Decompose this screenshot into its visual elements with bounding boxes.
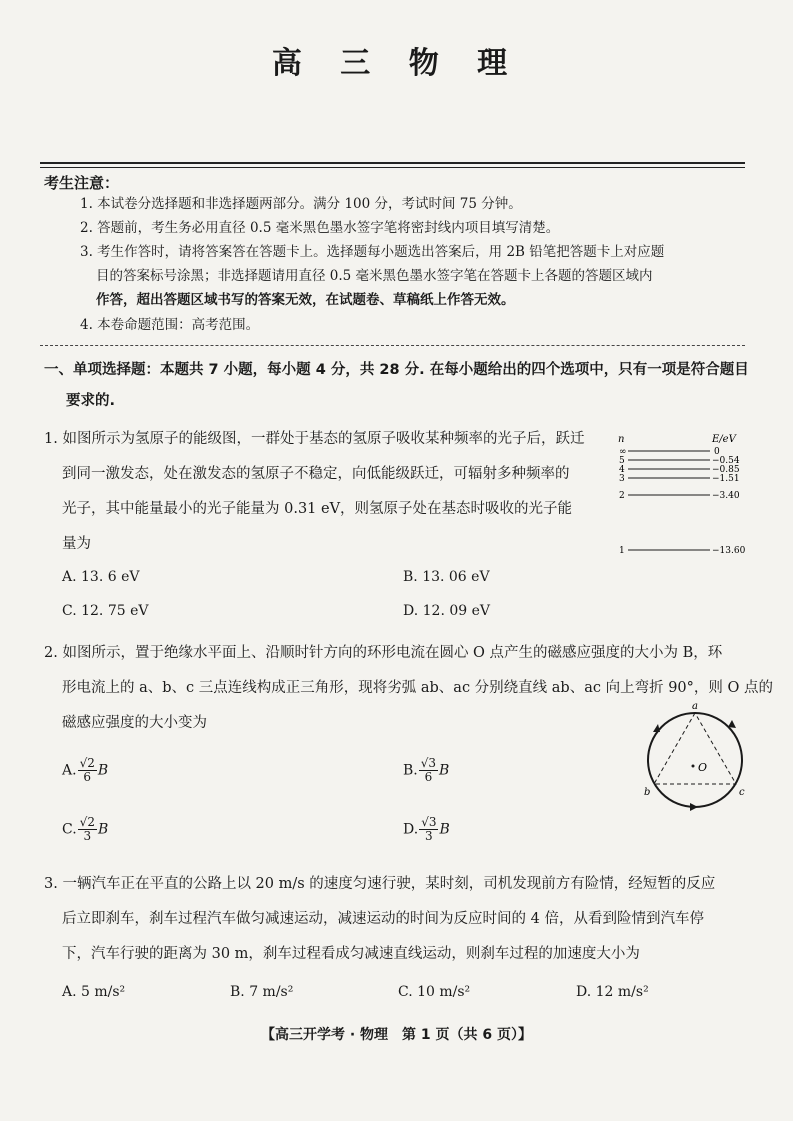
q2-option-d: D. $\frac{√3}{3}$ B	[403, 815, 450, 843]
svg-text:−1.51: −1.51	[712, 474, 740, 484]
svg-text:1: 1	[619, 546, 625, 556]
q3-option-a: A. 5 m/s²	[62, 984, 126, 1000]
energy-axis-label: E/eV	[712, 434, 736, 445]
ring-current-diagram	[640, 700, 755, 815]
page-title: 高 三 物 理	[271, 46, 522, 81]
q3-option-c: C. 10 m/s²	[398, 984, 471, 1000]
q1-option-d: D. 12. 09 eV	[403, 603, 491, 619]
q2-text: 磁感应强度的大小变为	[62, 715, 207, 731]
ring-circle	[648, 713, 742, 807]
point-a-label: a	[692, 701, 698, 712]
svg-text:5: 5	[619, 456, 625, 466]
notice-item: 作答，超出答题区域书写的答案无效，在试题卷、草稿纸上作答无效。	[96, 292, 515, 308]
arrow-icon	[690, 803, 698, 811]
point-c-label: c	[739, 787, 745, 798]
header-rule-thin	[40, 167, 745, 168]
arrow-icon	[728, 720, 736, 728]
q2-option-a: A. $\frac{√2}{6}$ B	[62, 756, 109, 784]
q2-option-c: C. $\frac{√2}{3}$ B	[62, 815, 109, 843]
svg-text:−0.54: −0.54	[712, 456, 740, 466]
level-2	[619, 491, 740, 501]
svg-text:−0.85: −0.85	[712, 465, 740, 475]
level-inf	[619, 447, 720, 457]
svg-text:2: 2	[619, 491, 625, 501]
q3-text: 3. 一辆汽车正在平直的公路上以 20 m/s 的速度匀速行驶，某时刻，司机发现前方有险情，经短暂的反应	[44, 876, 716, 892]
svg-text:∞: ∞	[619, 447, 627, 457]
arrow-icon	[653, 724, 660, 732]
point-b-label: b	[644, 787, 651, 798]
svg-text:4: 4	[619, 465, 625, 475]
q1-option-b: B. 13. 06 eV	[403, 569, 490, 585]
svg-text:0: 0	[714, 447, 720, 457]
section-header-cont: 要求的.	[66, 393, 116, 409]
q3-option-b: B. 7 m/s²	[230, 984, 294, 1000]
page-footer: 【高三开学考 · 物理 第 1 页（共 6 页）】	[260, 1027, 533, 1043]
q1-text: 光子，其中能量最小的光子能量为 0.31 eV，则氢原子处在基态时吸收的光子能	[62, 501, 573, 517]
notice-item: 目的答案标号涂黑；非选择题请用直径 0.5 毫米黑色墨水签字笔在答题卡上各题的答题区域内	[96, 268, 653, 284]
svg-text:−13.60: −13.60	[712, 546, 746, 556]
svg-text:3: 3	[619, 474, 625, 484]
q3-option-d: D. 12 m/s²	[576, 984, 649, 1000]
q2-text: 形电流上的 a、b、c 三点连线构成正三角形，现将劣弧 ab、ac 分别绕直线 ab、ac 向上弯折 90°，则 O 点的	[62, 680, 773, 696]
q3-text: 下，汽车行驶的距离为 30 m，刹车过程看成匀减速直线运动，则刹车过程的加速度大小为	[62, 946, 640, 962]
n-axis-label: n	[618, 434, 625, 445]
q1-text: 到同一激发态，处在激发态的氢原子不稳定，向低能级跃迁，可辐射多种频率的	[62, 466, 570, 482]
svg-text:−3.40: −3.40	[712, 491, 740, 501]
notice-item: 1. 本试卷分选择题和非选择题两部分。满分 100 分，考试时间 75 分钟。	[80, 196, 522, 212]
point-o-label: O	[698, 761, 708, 774]
level-1	[619, 546, 746, 556]
energy-level-diagram	[612, 428, 752, 563]
q1-text: 量为	[62, 536, 91, 552]
notice-item: 3. 考生作答时，请将答案答在答题卡上。选择题每小题选出答案后，用 2B 铅笔把答题卡上对应题	[80, 244, 665, 260]
notice-heading: 考生注意：	[44, 174, 120, 192]
center-point	[692, 765, 695, 768]
q1-option-c: C. 12. 75 eV	[62, 603, 149, 619]
q1-option-a: A. 13. 6 eV	[62, 569, 140, 585]
q2-text: 2. 如图所示，置于绝缘水平面上、沿顺时针方向的环形电流在圆心 O 点产生的磁感应强度的大小为 B，环	[44, 645, 723, 661]
q2-option-b: B. $\frac{√3}{6}$ B	[403, 756, 450, 784]
header-rule	[40, 162, 745, 164]
section-header: 一、单项选择题：本题共 7 小题，每小题 4 分，共 28 分. 在每小题给出的四个选项中，只有一项是符合题目	[44, 362, 749, 378]
q1-text: 1. 如图所示为氢原子的能级图，一群处于基态的氢原子吸收某种频率的光子后，跃迁	[44, 431, 585, 447]
notice-item: 4. 本卷命题范围：高考范围。	[80, 317, 260, 333]
level-3	[619, 474, 740, 484]
notice-item: 2. 答题前，考生务必用直径 0.5 毫米黑色墨水签字笔将密封线内项目填写清楚。	[80, 220, 560, 236]
q3-text: 后立即刹车，刹车过程汽车做匀减速运动，减速运动的时间为反应时间的 4 倍，从看到险情到汽车停	[62, 911, 704, 927]
notice-divider	[40, 345, 745, 346]
